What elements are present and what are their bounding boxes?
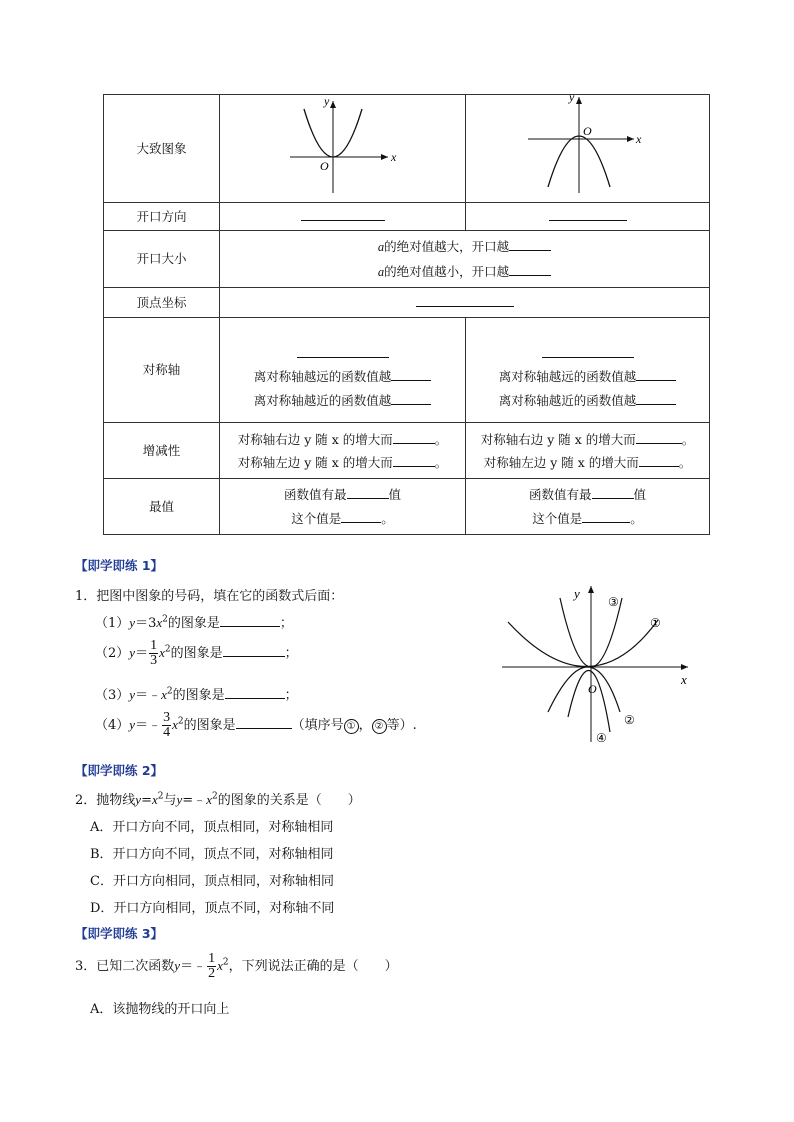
axis-cell-b [466,318,710,423]
axis-near-text: 离对称轴越近的函数值越 [498,393,637,409]
upward-parabola-figure [220,95,464,202]
origin-label: O [583,124,592,138]
practice3-question: 3．已知二次函数y＝﹣ $\frac{1}{2}$ $x^2$，下列说法正确的是（ ） [75,951,398,981]
curve1-label: ① [650,616,661,630]
practice1-item2: （2）y＝ $\frac{1}{3}$ $x^2$的图象是 ； [95,638,298,668]
graph-upward [220,95,466,203]
practice2-option-d: D．开口方向相同，顶点不同，对称轴不同 [90,901,335,916]
row-label-opening-direction: 开口方向 [104,203,220,231]
monotonic-cell-a: 对称轴右边 y 随 x 的增大而 。 对称轴左边 y 随 x 的增大而 。 [220,423,466,479]
row-label-vertex: 顶点坐标 [104,288,220,318]
practice1-header: 【即学即练 1】 [75,558,164,573]
curve4-label: ④ [596,731,607,745]
practice2-option-a: A．开口方向不同，顶点相同，对称轴相同 [90,820,334,835]
graph-downward [466,95,710,203]
axis-near-text: 离对称轴越近的函数值越 [253,393,392,409]
practice1-parabolas-figure [498,582,698,747]
row-label-extreme: 最值 [104,479,220,534]
origin-label: O [588,682,597,696]
origin-label: O [320,159,329,173]
extreme-cell-b: 函数值有最 值 这个值是 。 [466,479,710,534]
y-axis-label: y [324,95,330,108]
extreme-cell-a: 函数值有最 值 这个值是 。 [220,479,466,534]
curve3-label: ③ [608,595,619,609]
practice1-item4: （4）y＝﹣ $\frac{3}{4}$ $x^2$的图象是 （填序号 ① ， ② 等）. [95,710,417,740]
monotonic-cell-b: 对称轴右边 y 随 x 的增大而 。 对称轴左边 y 随 x 的增大而 。 [466,423,710,479]
opening-size-cell [220,231,710,288]
var-a: a [377,264,385,279]
row-label-axis: 对称轴 [104,318,220,423]
practice1-question: 1．把图中图象的号码，填在它的函数式后面： [75,589,344,604]
opening-direction-blank-b [466,203,710,231]
y-axis-label: y [569,95,575,104]
var-a: a [377,240,385,254]
practice3-header: 【即学即练 3】 [75,926,164,941]
practice1-item3: $(3)y=﹣x^2$的图象是 ； [95,686,298,703]
parabola-properties-table [103,94,710,535]
axis-far-text: 离对称轴越远的函数值越 [253,369,392,385]
opening-direction-blank-a [220,203,466,231]
x-axis-label: x [636,132,642,146]
row-label-graph: 大致图象 [104,95,220,203]
axis-cell-a [220,318,466,423]
practice2-option-b: B．开口方向不同，顶点不同，对称轴相同 [90,847,334,862]
row-label-monotonic: 增减性 [104,423,220,479]
size-line-2: 的绝对值越小，开口越 [384,263,510,279]
downward-parabola-figure [466,95,710,202]
curve2-label: ② [624,713,635,727]
mono-left-text: 对称轴左边 y 随 x 的增大而 [237,455,393,471]
y-axis-label: y [574,586,580,601]
practice2-question: 2．抛物线$y=x^2$与$y=﹣x^2$的图象的关系是（ ） [75,791,361,808]
practice2-header: 【即学即练 2】 [75,763,164,778]
axis-far-text: 离对称轴越远的函数值越 [498,369,637,385]
practice3-option-a: A．该抛物线的开口向上 [90,1002,230,1017]
practice1-item1: $(1)y=3x^2$的图象是 ； [95,614,293,631]
x-axis-label: x [391,150,397,164]
mono-left-text: 对称轴左边 y 随 x 的增大而 [483,455,639,471]
mono-right-text: 对称轴右边 y 随 x 的增大而 [480,431,636,447]
x-axis-label: x [681,672,687,687]
size-line-1: 的绝对值越大，开口越 [384,239,510,254]
row-label-opening-size: 开口大小 [104,231,220,288]
vertex-blank [220,288,710,318]
practice2-option-c: C．开口方向相同，顶点相同，对称轴相同 [90,874,334,889]
mono-right-text: 对称轴右边 y 随 x 的增大而 [237,431,393,447]
